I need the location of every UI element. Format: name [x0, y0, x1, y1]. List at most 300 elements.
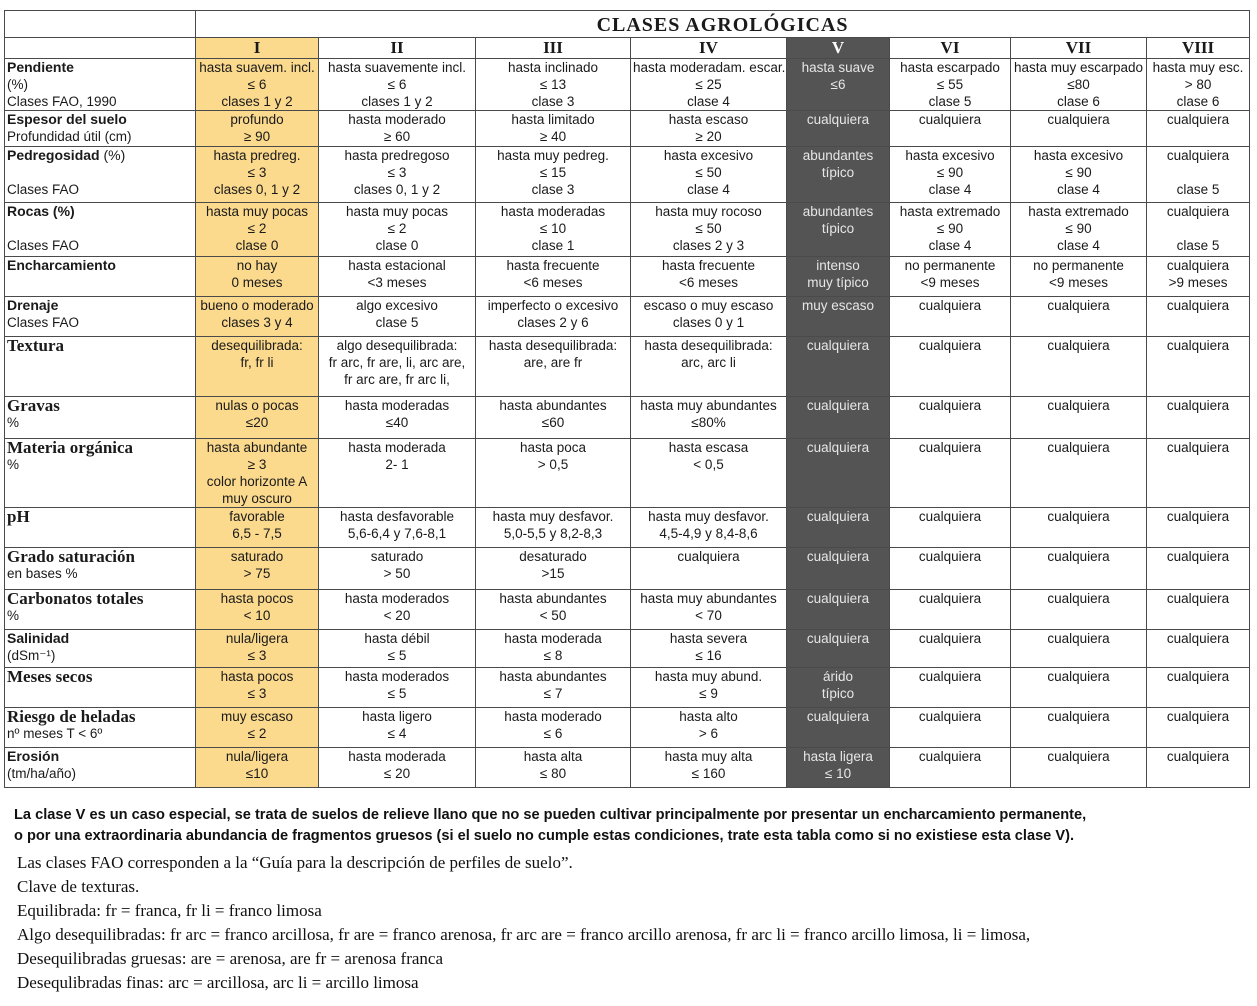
class-cell-7	[1011, 439, 1147, 508]
class-cell-6	[890, 297, 1011, 337]
cell-line: ≤ 3	[247, 686, 267, 701]
cell-line: ≤ 9	[699, 686, 718, 701]
cell-line: ≥ 3	[247, 457, 267, 472]
class-cell-7	[1011, 668, 1147, 708]
class-cell-6	[890, 508, 1011, 548]
row-label	[5, 397, 196, 439]
class-cell-2	[319, 257, 476, 297]
cell-line: hasta moderada	[504, 631, 602, 646]
class-cell-6	[890, 337, 1011, 397]
cell-line: hasta moderado	[504, 709, 602, 724]
cell-line: hasta extremado	[1028, 204, 1129, 219]
cell-line: cualquiera	[1047, 549, 1110, 564]
cell-line: cualquiera	[1047, 440, 1110, 455]
cell-line: cualquiera	[1047, 298, 1110, 313]
row-label-line: Espesor del suelo	[7, 111, 127, 127]
cell-line: cualquiera	[1047, 631, 1110, 646]
row-label-line: Profundidad útil (cm)	[7, 129, 132, 144]
cell-line: ≤ 50	[695, 165, 722, 180]
cell-line: cualquiera	[918, 509, 982, 524]
class-cell-1	[196, 59, 319, 111]
class-cell-5	[787, 668, 890, 708]
cell-line: ≤ 4	[387, 726, 407, 741]
cell-line: abundantes	[802, 204, 874, 219]
cell-line: hasta predregoso	[344, 148, 450, 163]
cell-line: cualquiera	[1166, 509, 1230, 524]
row-label-line: Textura	[7, 336, 64, 355]
class-cell-5	[787, 708, 890, 748]
class-cell-1	[196, 668, 319, 708]
cell-line: hasta severa	[669, 631, 748, 646]
cell-line: > 50	[383, 566, 411, 581]
class-cell-8	[1147, 59, 1250, 111]
cell-line: ≤ 10	[824, 766, 852, 781]
class-cell-4	[631, 748, 787, 788]
row-label	[5, 590, 196, 630]
cell-line: muy escaso	[801, 298, 875, 313]
class-cell-7	[1011, 748, 1147, 788]
cell-line: hasta moderados	[344, 669, 450, 684]
cell-line: color horizonte A	[206, 474, 308, 489]
cell-line: hasta abundantes	[499, 591, 607, 606]
table-row	[5, 548, 1250, 590]
class-cell-6	[890, 397, 1011, 439]
class-cell-4	[631, 439, 787, 508]
class-cell-7	[1011, 508, 1147, 548]
cell-line: ≤ 55	[936, 77, 964, 92]
cell-line: clase 3	[531, 182, 575, 197]
table-row	[5, 111, 1250, 147]
class-cell-6	[890, 668, 1011, 708]
cell-line: hasta abundantes	[499, 398, 607, 413]
class-cell-1	[196, 630, 319, 668]
cell-line: hasta abundantes	[499, 669, 607, 684]
row-label-line: %	[7, 457, 20, 472]
class-cell-2	[319, 548, 476, 590]
cell-line: clase 4	[687, 94, 730, 109]
class-cell-3	[476, 590, 631, 630]
cell-line: nula/ligera	[225, 631, 289, 646]
row-label-line: (%)	[7, 77, 28, 92]
class-cell-4	[631, 548, 787, 590]
cell-line: cualquiera	[806, 398, 870, 413]
class-cell-5	[787, 508, 890, 548]
row-label-line: Pendiente	[7, 59, 74, 75]
class-cell-2	[319, 439, 476, 508]
cell-line: hasta escasa	[668, 440, 749, 455]
row-label-line	[7, 147, 193, 164]
cell-line: cualquiera	[1166, 669, 1230, 684]
cell-line: saturado	[230, 549, 284, 564]
cell-line: cualquiera	[806, 631, 870, 646]
cell-line: hasta muy rocoso	[655, 204, 762, 219]
class-header-7: VII	[1011, 38, 1147, 59]
cell-line: hasta inclinado	[507, 60, 599, 75]
class-cell-1	[196, 203, 319, 257]
cell-line: 6,5 - 7,5	[232, 526, 282, 541]
cell-line: ≤ 13	[539, 77, 567, 92]
class-cell-3	[476, 708, 631, 748]
cell-line: desaturado	[519, 549, 587, 564]
cell-line: ≤60	[541, 415, 565, 430]
cell-line: hasta muy abundantes	[640, 398, 777, 413]
note-desequilibradas-finas: Desequlibradas finas: arc = arcillosa, arc li = arcillo limosa	[17, 973, 419, 992]
cell-line: cualquiera	[677, 549, 740, 564]
class-cell-6	[890, 439, 1011, 508]
cell-line: cualquiera	[806, 440, 870, 455]
class-cell-2	[319, 508, 476, 548]
class-cell-8	[1147, 630, 1250, 668]
class-cell-2	[319, 111, 476, 147]
cell-line: clases 0, 1 y 2	[353, 182, 441, 197]
table-row	[5, 748, 1250, 788]
class-cell-7	[1011, 630, 1147, 668]
cell-line: cualquiera	[1047, 709, 1110, 724]
row-label-line: (tm/ha/año)	[7, 766, 77, 781]
class-cell-8	[1147, 147, 1250, 203]
cell-line: 0 meses	[231, 275, 283, 290]
cell-line: cualquiera	[1166, 112, 1230, 127]
class-cell-5	[787, 748, 890, 788]
cell-line: profundo	[230, 112, 284, 127]
note-texture-key: Clave de texturas.	[17, 877, 140, 896]
row-label-line: Clases FAO	[7, 315, 80, 330]
row-label-line: %	[7, 608, 20, 623]
cell-line: muy escaso	[220, 709, 294, 724]
class-cell-2	[319, 203, 476, 257]
cell-line: > 75	[243, 566, 271, 581]
class-cell-3	[476, 439, 631, 508]
cell-line: clase 4	[1057, 182, 1100, 197]
class-cell-8	[1147, 397, 1250, 439]
cell-line: hasta limitado	[511, 112, 595, 127]
cell-line: típico	[821, 165, 855, 180]
cell-line: ≤ 50	[695, 221, 722, 236]
row-label	[5, 337, 196, 397]
class-cell-3	[476, 297, 631, 337]
cell-line: cualquiera	[1166, 440, 1230, 455]
cell-line: cualquiera	[918, 112, 982, 127]
cell-line: are, are fr	[523, 355, 583, 370]
note-class-v-line-1: La clase V es un caso especial, se trata de suelos de relieve llano que no se pueden cultivar principalmente por presentar un encharcamiento permanente,	[14, 807, 1087, 823]
class-header-5: V	[787, 38, 890, 59]
class-cell-5	[787, 397, 890, 439]
class-cell-6	[890, 630, 1011, 668]
cell-line: hasta excesivo	[663, 148, 754, 163]
class-cell-8	[1147, 297, 1250, 337]
cell-line: hasta muy desfavor.	[492, 509, 614, 524]
cell-line: hasta moderada	[348, 749, 446, 764]
cell-line: <3 meses	[367, 275, 427, 290]
cell-line: imperfecto o excesivo	[487, 298, 619, 313]
class-cell-6	[890, 59, 1011, 111]
class-cell-2	[319, 297, 476, 337]
row-label-line: nº meses T < 6º	[7, 726, 103, 741]
row-label	[5, 508, 196, 548]
table-title: CLASES AGROLÓGICAS	[196, 11, 1250, 38]
cell-line: ≤ 3	[387, 165, 407, 180]
cell-line: > 0,5	[537, 457, 569, 472]
cell-line: < 50	[539, 608, 567, 623]
cell-line: hasta muy esc.	[1152, 60, 1244, 75]
class-cell-5	[787, 203, 890, 257]
class-cell-4	[631, 111, 787, 147]
cell-line: cualquiera	[918, 338, 982, 353]
class-cell-6	[890, 147, 1011, 203]
cell-line: hasta muy abundantes	[640, 591, 777, 606]
row-label-main: Pedregosidad	[7, 147, 100, 163]
cell-line: ≤40	[385, 415, 409, 430]
class-cell-7	[1011, 59, 1147, 111]
cell-line: hasta excesivo	[1033, 148, 1124, 163]
class-cell-8	[1147, 337, 1250, 397]
cell-line: algo excesivo	[356, 298, 438, 313]
cell-line: ≤ 3	[247, 648, 267, 663]
class-cell-2	[319, 748, 476, 788]
row-label-line	[7, 164, 193, 181]
cell-line: hasta moderada	[348, 440, 446, 455]
cell-line: cualquiera	[1166, 591, 1230, 606]
class-cell-8	[1147, 748, 1250, 788]
table-row	[5, 147, 1250, 203]
cell-line: intenso	[816, 258, 860, 273]
cell-line: 4,5-4,9 y 8,4-8,6	[659, 526, 758, 541]
cell-line: < 0,5	[693, 457, 724, 472]
row-label	[5, 439, 196, 508]
cell-line: ≤ 5	[387, 648, 407, 663]
class-cell-8	[1147, 708, 1250, 748]
cell-line: clase 6	[1057, 94, 1100, 109]
cell-line: hasta suavem. incl.	[199, 60, 315, 75]
row-label-line: Rocas (%)	[7, 203, 75, 219]
cell-line: ≤ 2	[247, 726, 267, 741]
table-row	[5, 337, 1250, 397]
row-label-line: Grado saturación	[7, 547, 135, 566]
class-cell-2	[319, 668, 476, 708]
class-cell-3	[476, 630, 631, 668]
class-cell-2	[319, 630, 476, 668]
class-cell-1	[196, 397, 319, 439]
cell-line: hasta escaso	[668, 112, 749, 127]
cell-line: hasta alto	[679, 709, 738, 724]
table-row	[5, 668, 1250, 708]
cell-line: hasta débil	[364, 631, 430, 646]
cell-line: hasta ligero	[362, 709, 432, 724]
cell-line: ≤ 5	[387, 686, 407, 701]
class-cell-4	[631, 257, 787, 297]
class-header-8: VIII	[1147, 38, 1250, 59]
cell-line: clase 5	[1176, 182, 1220, 197]
cell-line: clases 1 y 2	[361, 94, 433, 109]
row-label-line: Encharcamiento	[7, 257, 116, 273]
class-cell-7	[1011, 111, 1147, 147]
cell-line: clase 6	[1176, 94, 1220, 109]
cell-line: hasta suave	[801, 60, 875, 75]
agrologic-classes-table	[4, 10, 1250, 788]
cell-line: cualquiera	[918, 398, 982, 413]
class-cell-8	[1147, 548, 1250, 590]
cell-line: > 6	[698, 726, 719, 741]
class-cell-6	[890, 590, 1011, 630]
cell-line: hasta extremado	[899, 204, 1001, 219]
cell-line: hasta escarpado	[900, 60, 1000, 75]
row-label	[5, 708, 196, 748]
cell-line: cualquiera	[1166, 709, 1230, 724]
cell-line: desequilibrada:	[211, 338, 303, 353]
cell-line: clases 2 y 3	[672, 238, 745, 253]
class-cell-4	[631, 397, 787, 439]
class-cell-5	[787, 630, 890, 668]
class-cell-4	[631, 59, 787, 111]
class-cell-4	[631, 508, 787, 548]
note-class-v-line-2: o por una extraordinaria abundancia de fragmentos gruesos (si el suelo no cumple estas condiciones, trate esta tabla como si no existiese esta clase V).	[14, 828, 1075, 844]
cell-line: clase 5	[375, 315, 419, 330]
cell-line: cualquiera	[806, 509, 870, 524]
cell-line: ≥ 40	[539, 129, 567, 144]
table-row	[5, 397, 1250, 439]
class-cell-3	[476, 548, 631, 590]
cell-line: clases 0, 1 y 2	[213, 182, 301, 197]
note-equilibrada: Equilibrada: fr = franca, fr li = franco limosa	[17, 901, 322, 920]
cell-line: hasta pocos	[220, 591, 294, 606]
cell-line: <6 meses	[523, 275, 583, 290]
row-label	[5, 59, 196, 111]
table-row	[5, 257, 1250, 297]
row-label-line: Materia orgánica	[7, 438, 134, 457]
cell-line: favorable	[229, 509, 285, 524]
class-cell-5	[787, 590, 890, 630]
table-row	[5, 708, 1250, 748]
cell-line: hasta frecuente	[661, 258, 756, 273]
cell-line: hasta frecuente	[506, 258, 600, 273]
cell-line: muy típico	[807, 275, 869, 290]
cell-line: ≤ 7	[543, 686, 563, 701]
class-cell-3	[476, 508, 631, 548]
cell-line: hasta muy abund.	[654, 669, 763, 684]
cell-line: ≤ 6	[387, 77, 407, 92]
cell-line: clase 3	[531, 94, 575, 109]
cell-line: cualquiera	[1166, 338, 1230, 353]
cell-line: hasta muy escarpado	[1013, 60, 1144, 75]
cell-line: clase 0	[375, 238, 419, 253]
class-cell-4	[631, 203, 787, 257]
cell-line: ≤ 15	[539, 165, 567, 180]
row-label-line: Carbonatos totales	[7, 589, 144, 608]
class-cell-1	[196, 297, 319, 337]
cell-line: hasta suavemente incl.	[327, 60, 467, 75]
note-desequilibradas-gruesas: Desequilibradas gruesas: are = arenosa, are fr = arenosa franca	[17, 949, 444, 968]
cell-line: clase 5	[1176, 238, 1220, 253]
cell-line: clase 0	[235, 238, 279, 253]
class-cell-7	[1011, 297, 1147, 337]
cell-line: hasta muy pocas	[205, 204, 309, 219]
class-cell-5	[787, 297, 890, 337]
cell-line: cualquiera	[1166, 398, 1230, 413]
class-cell-6	[890, 708, 1011, 748]
cell-line: hasta ligera	[803, 749, 873, 764]
class-cell-1	[196, 548, 319, 590]
cell-line: clase 1	[531, 238, 575, 253]
cell-line: ≤ 90	[936, 165, 964, 180]
row-label	[5, 257, 196, 297]
class-cell-3	[476, 147, 631, 203]
cell-line: típico	[821, 686, 855, 701]
cell-line: ≤ 6	[247, 77, 267, 92]
class-cell-8	[1147, 439, 1250, 508]
cell-line: ≤ 10	[539, 221, 567, 236]
cell-line: fr arc, fr are, li, arc are,	[328, 355, 466, 370]
class-cell-5	[787, 337, 890, 397]
class-cell-4	[631, 337, 787, 397]
class-header-6: VI	[890, 38, 1011, 59]
cell-line: típico	[821, 221, 855, 236]
class-cell-4	[631, 708, 787, 748]
cell-line: hasta abundante	[206, 440, 308, 455]
class-cell-2	[319, 59, 476, 111]
cell-line: cualquiera	[1166, 204, 1230, 219]
class-cell-1	[196, 257, 319, 297]
class-cell-7	[1011, 257, 1147, 297]
cell-line: algo desequilibrada:	[336, 338, 458, 353]
class-cell-5	[787, 439, 890, 508]
cell-line: cualquiera	[806, 112, 870, 127]
row-label-line: %	[7, 415, 20, 430]
cell-line: cualquiera	[1047, 669, 1110, 684]
cell-line: clase 4	[928, 238, 972, 253]
cell-line: fr arc are, fr arc li,	[344, 372, 450, 387]
class-cell-2	[319, 708, 476, 748]
soil-classification-sheet	[4, 10, 1249, 788]
cell-line: cualquiera	[918, 440, 982, 455]
cell-line: hasta moderado	[348, 112, 446, 127]
cell-line: hasta moderados	[344, 591, 450, 606]
class-cell-3	[476, 203, 631, 257]
row-label	[5, 668, 196, 708]
cell-line: < 10	[243, 608, 271, 623]
cell-line: hasta moderadas	[500, 204, 606, 219]
table-row	[5, 439, 1250, 508]
cell-line: hasta estacional	[348, 258, 446, 273]
cell-line: hasta moderadas	[344, 398, 450, 413]
cell-line: ≤ 2	[247, 221, 267, 236]
class-cell-1	[196, 590, 319, 630]
cell-line: ≤ 16	[695, 648, 722, 663]
cell-line: saturado	[370, 549, 424, 564]
cell-line	[1149, 220, 1247, 237]
class-cell-7	[1011, 337, 1147, 397]
row-label-line: Meses secos	[7, 667, 93, 686]
cell-line: clase 5	[928, 94, 972, 109]
cell-line: cualquiera	[1047, 112, 1110, 127]
row-label	[5, 147, 196, 203]
class-cell-3	[476, 111, 631, 147]
cell-line: árido	[822, 669, 854, 684]
cell-line: ≥ 20	[695, 129, 722, 144]
row-label-line: Clases FAO	[7, 238, 80, 253]
cell-line: hasta predreg.	[213, 148, 301, 163]
class-cell-1	[196, 748, 319, 788]
class-cell-1	[196, 147, 319, 203]
cell-line: cualquiera	[918, 298, 982, 313]
class-cell-7	[1011, 548, 1147, 590]
class-cell-7	[1011, 397, 1147, 439]
cell-line: no hay	[236, 258, 278, 273]
cell-line: cualquiera	[1047, 509, 1110, 524]
note-fao: Las clases FAO corresponden a la “Guía para la descripción de perfiles de suelo”.	[17, 853, 573, 872]
cell-line: <9 meses	[1049, 275, 1108, 290]
cell-line: clases 3 y 4	[221, 315, 293, 330]
cell-line: ≤ 90	[936, 221, 964, 236]
